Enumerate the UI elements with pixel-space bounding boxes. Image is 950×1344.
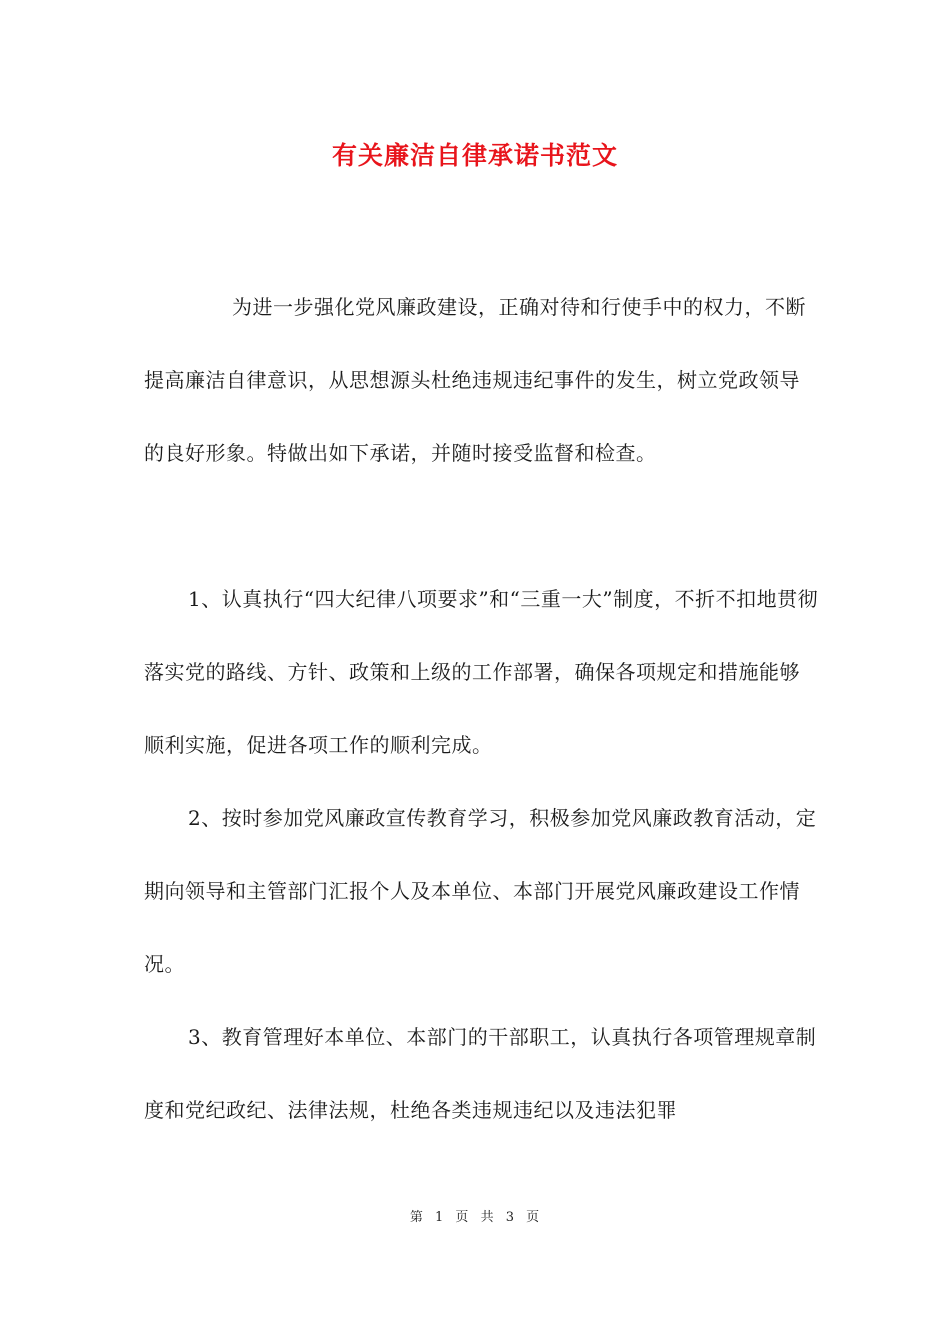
intro-paragraph: 为进一步强化党风廉政建设，正确对待和行使手中的权力，不断提高廉洁自律意识，从思想源头杜绝违规违纪事件的发生，树立党政领导的良好形象。特做出如下承诺，并随时接受监督和检查。 xyxy=(144,295,806,465)
commitment-item-3: 3、教育管理好本单位、本部门的干部职工，认真执行各项管理规章制度和党纪政纪、法律法规，杜绝各类违规违纪以及违法犯罪 xyxy=(144,1025,817,1122)
document-body xyxy=(144,271,820,1147)
footer-total-label: 共 xyxy=(480,1210,495,1225)
footer-total-pages: 3 xyxy=(505,1210,515,1225)
footer-page-label: 第 xyxy=(409,1210,424,1225)
commitment-item-1: 1、认真执行“四大纪律八项要求”和“三重一大”制度，不折不扣地贯彻落实党的路线、方针、政策和上级的工作部署，确保各项规定和措施能够顺利实施，促进各项工作的顺利完成。 xyxy=(144,587,819,757)
page-footer xyxy=(0,1208,950,1228)
footer-unit-label: 页 xyxy=(455,1210,470,1225)
paragraph-spacer xyxy=(144,490,820,563)
document-title: 有关廉洁自律承诺书范文 xyxy=(331,141,618,170)
footer-current-page: 1 xyxy=(434,1210,445,1225)
commitment-item-2: 2、按时参加党风廉政宣传教育学习，积极参加党风廉政教育活动，定期向领导和主管部门汇报个人及本单位、本部门开展党风廉政建设工作情况。 xyxy=(144,806,817,976)
footer-unit-label-2: 页 xyxy=(526,1210,541,1225)
